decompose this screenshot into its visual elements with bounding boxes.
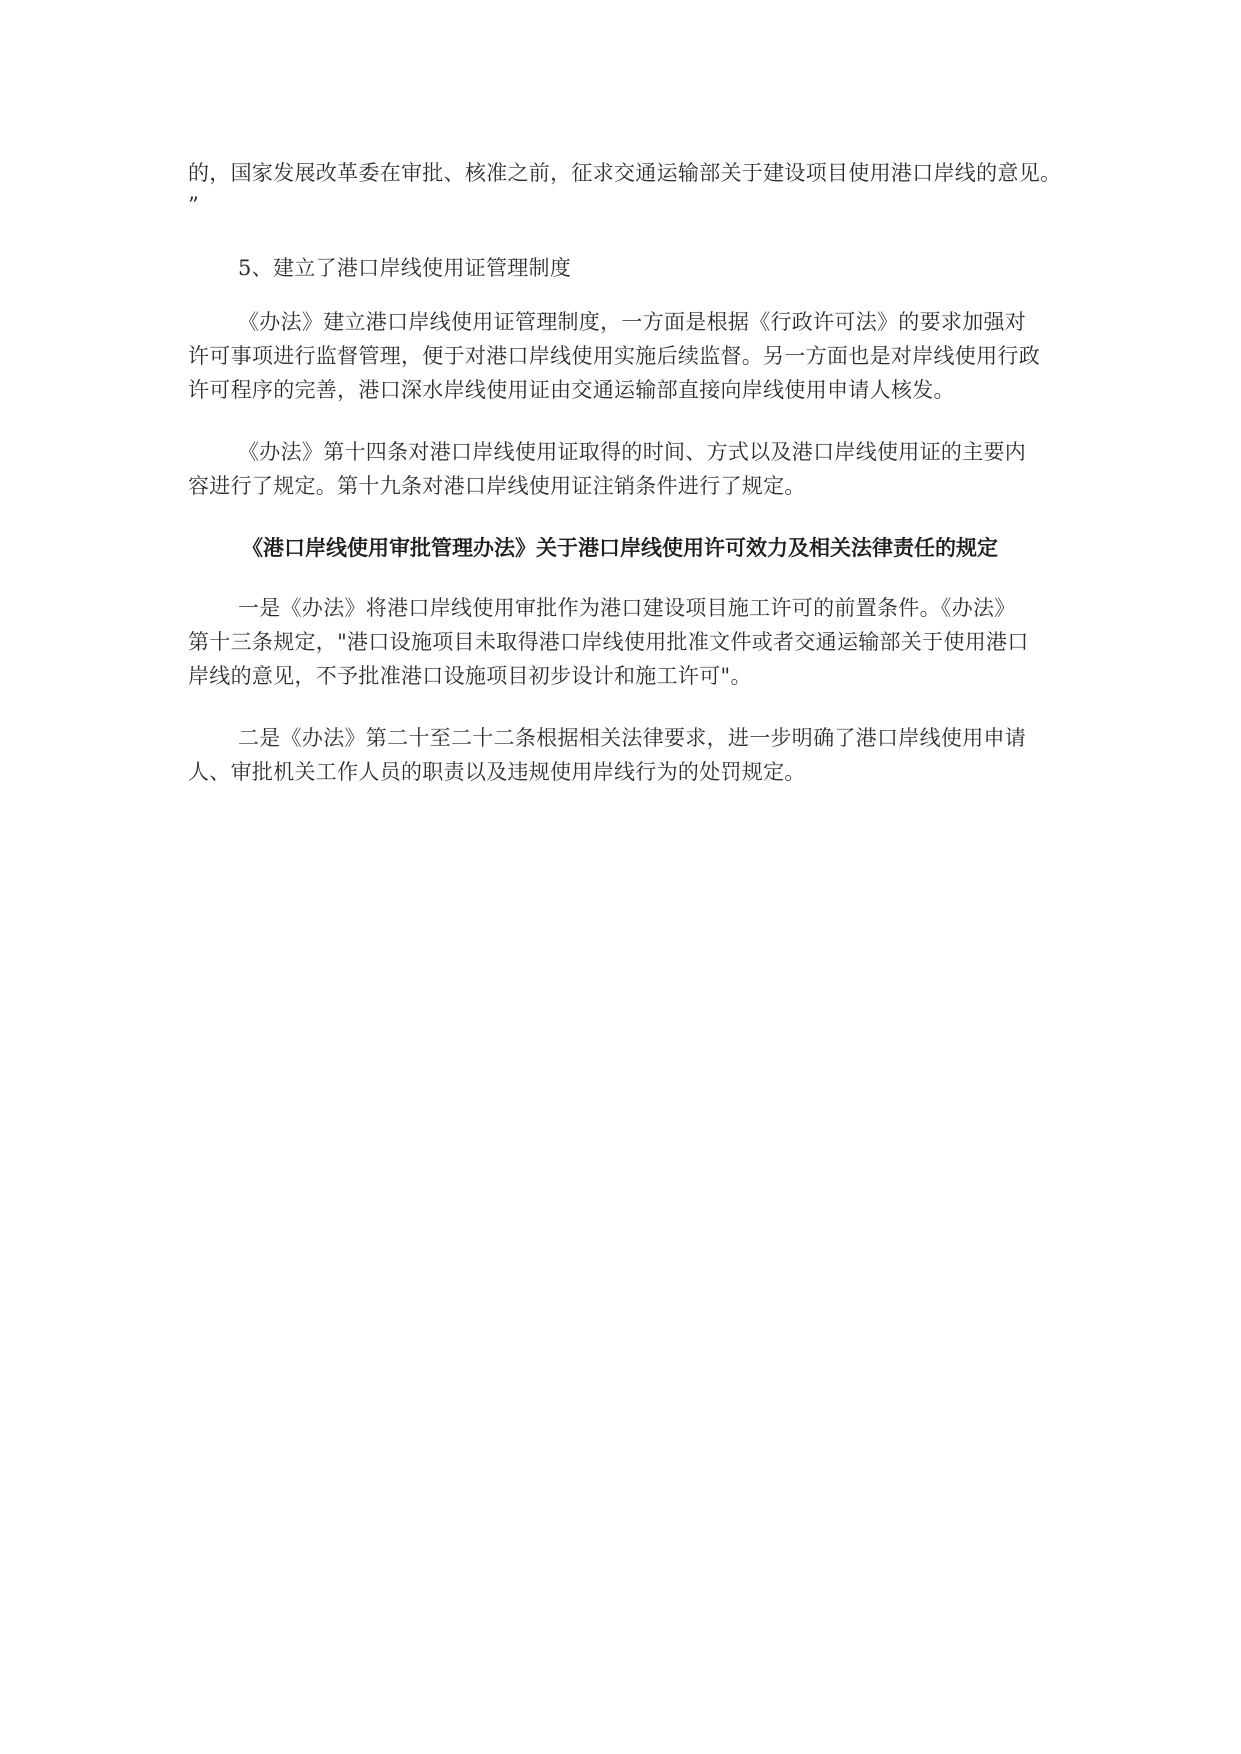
section-5-title: 5、建立了港口岸线使用证管理制度 bbox=[238, 256, 572, 280]
paragraph-c-line: 一是《办法》将港口岸线使用审批作为港口建设项目施工许可的前置条件。《办法》 bbox=[238, 596, 1016, 620]
paragraph-intro-line: ” bbox=[188, 193, 200, 217]
paragraph-a-line: 许可程序的完善，港口深水岸线使用证由交通运输部直接向岸线使用申请人核发。 bbox=[188, 378, 955, 402]
paragraph-d-line: 人、审批机关工作人员的职责以及违规使用岸线行为的处罚规定。 bbox=[188, 760, 806, 784]
paragraph-d-line: 二是《办法》第二十至二十二条根据相关法律要求，进一步明确了港口岸线使用申请 bbox=[238, 726, 1027, 750]
paragraph-c-line: 第十三条规定，"港口设施项目未取得港口岸线使用批准文件或者交通运输部关于使用港口 bbox=[188, 630, 1029, 654]
section-heading: 《港口岸线使用审批管理办法》关于港口岸线使用许可效力及相关法律责任的规定 bbox=[242, 536, 998, 560]
paragraph-intro-line: 的，国家发展改革委在审批、核准之前，征求交通运输部关于建设项目使用港口岸线的意见。 bbox=[188, 161, 1062, 185]
paragraph-a-line: 《办法》建立港口岸线使用证管理制度，一方面是根据《行政许可法》的要求加强对 bbox=[238, 310, 1027, 334]
paragraph-b-line: 《办法》第十四条对港口岸线使用证取得的时间、方式以及港口岸线使用证的主要内 bbox=[238, 440, 1027, 464]
paragraph-c-line: 岸线的意见，不予批准港口设施项目初步设计和施工许可"。 bbox=[188, 664, 752, 688]
paragraph-a-line: 许可事项进行监督管理，便于对港口岸线使用实施后续监督。另一方面也是对岸线使用行政 bbox=[188, 344, 1040, 368]
paragraph-b-line: 容进行了规定。第十九条对港口岸线使用证注销条件进行了规定。 bbox=[188, 474, 806, 498]
